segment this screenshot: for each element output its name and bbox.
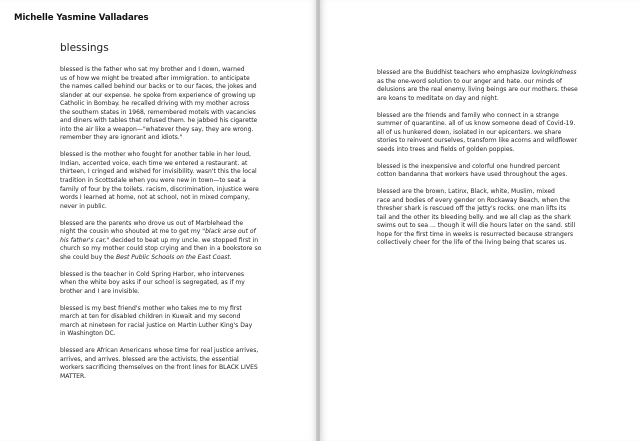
poem-line: and diners with tables that refused them. he jabbed his cigarette — [60, 117, 258, 125]
poem-line: blessed is the inexpensive and colorful one hundred percent — [377, 162, 561, 170]
poem-line: summer of quarantine. all of us know someone dead of Covid-19. — [377, 120, 576, 128]
poem-line: swims out to sea ... though it will die hours later on the sand. still — [377, 222, 576, 230]
poem-line: collectively cheer for the life of the living being that scares us. — [377, 239, 567, 247]
poem-line: as the one-word solution to our anger and hate. our minds of — [377, 77, 563, 85]
poem-line: Indian, accented voice, each time we entered a restaurant. at — [60, 159, 248, 167]
poem-line: delusions are the real enemy. living beings are our mothers. these — [377, 86, 578, 94]
poem-line: the southern states in 1968, remembered motels with vacancies — [60, 108, 256, 116]
stanza — [60, 305, 312, 339]
poem-line: into the air like a weapon—"whatever they say, they are wrong. — [60, 125, 254, 133]
poem-line: stories to reinvent ourselves, transform like acorns and wildflower — [377, 137, 578, 145]
poem-line: when the white boy asks if our school is segregated, as if my — [60, 279, 245, 287]
stanza — [60, 151, 312, 211]
stanza — [377, 188, 629, 248]
stanza — [377, 112, 629, 155]
left-column — [60, 66, 312, 390]
poem-line: thirteen, I cringed and wished for invisibility. wasn't this the local — [60, 168, 257, 176]
poem-line: tradition in Scottsdale when you were new in town—to seat a — [60, 176, 246, 184]
poem-line: blessed are the parents who drove us out of Marblehead the — [60, 219, 244, 227]
right-page — [320, 0, 640, 441]
poem-line: never in public. — [60, 202, 107, 210]
poem-line: blessed are the Buddhist teachers who emphasize lovingkindness — [377, 69, 577, 76]
left-page — [0, 0, 317, 441]
poem-line: blessed are African Americans whose time for real justice arrives, — [60, 347, 259, 355]
poem-line: workers sacrificing themselves on the front lines for BLACK LIVES — [60, 364, 258, 372]
poem-line: thresher shark is rescued off the jetty's rocks. one man lifts its — [377, 205, 567, 213]
poem-line: all of us hunkered down, isolated in our epicenters. we share — [377, 128, 562, 136]
poem-line: blessed are the friends and family who connect in a strange — [377, 111, 559, 119]
right-column — [377, 69, 629, 256]
poem-line: blessed are the brown, Latinx, Black, white, Muslim, mixed — [377, 188, 555, 196]
poem-line: race and bodies of every gender on Rockaway Beach, when the — [377, 196, 570, 204]
poem-line: are koans to meditate on day and night. — [377, 94, 499, 102]
poem-line: brother and I are invisible. — [60, 287, 140, 295]
poem-line: blessed is my best friend's mother who takes me to my first — [60, 304, 242, 312]
poem-line: words I learned at home, not at school, not in mixed company, — [60, 194, 250, 202]
poem-line: march at ten for disabled children in Kuwait and my second — [60, 313, 241, 321]
poem-line: seeds into trees and fields of golden poppies. — [377, 145, 515, 153]
poem-line: church so my mother could stop crying and then in a bookstore so — [60, 245, 262, 253]
poem-line: in Washington DC. — [60, 330, 116, 338]
stanza — [60, 220, 312, 263]
stanza — [377, 163, 629, 180]
poem-line: us of how we might be treated after immigration. to anticipate — [60, 74, 250, 82]
poem-title: blessings — [60, 42, 109, 54]
poem-line: the names called behind our backs or to our faces, the jokes and — [60, 83, 257, 91]
poem-line: arrives, and arrives. blessed are the activists, the essential — [60, 355, 239, 363]
poem-line: family of four by the toilets. racism, discrimination, injustice were — [60, 185, 259, 193]
poem-line: remember they are ignorant and idiots." — [60, 134, 183, 142]
poem-line: his father's car," decided to beat up my uncle. we stopped first in — [60, 236, 259, 244]
stanza — [60, 347, 312, 381]
poem-line: march at nineteen for racial justice on Martin Luther King's Day — [60, 321, 253, 329]
poem-line: slander at our expense. he spoke from experience of growing up — [60, 91, 256, 99]
poem-line: blessed is the teacher in Cold Spring Harbor, who intervenes — [60, 270, 245, 278]
stanza — [377, 69, 629, 103]
poem-line: cotton bandanna that workers have used throughout the ages. — [377, 171, 568, 179]
poem-line: blessed is the mother who fought for another table in her loud, — [60, 151, 251, 159]
poem-line: MATTER. — [60, 372, 86, 380]
stanza — [60, 66, 312, 143]
poem-line: hope for the first time in weeks is resurrected because strangers — [377, 230, 574, 238]
poem-line: she could buy the Best Public Schools on the East Coast. — [60, 253, 232, 261]
poem-line: blessed is the father who sat my brother and I down, warned — [60, 66, 245, 73]
author-name: Michelle Yasmine Valladares — [14, 13, 149, 23]
poem-line: tail and the other its bleeding belly. and we all clap as the shark — [377, 213, 571, 221]
poem-line: Catholic in Bombay. he recalled driving with my mother across — [60, 100, 250, 108]
stanza — [60, 271, 312, 297]
poem-line: night the cousin who shouted at me to get my "black arse out of — [60, 228, 256, 236]
